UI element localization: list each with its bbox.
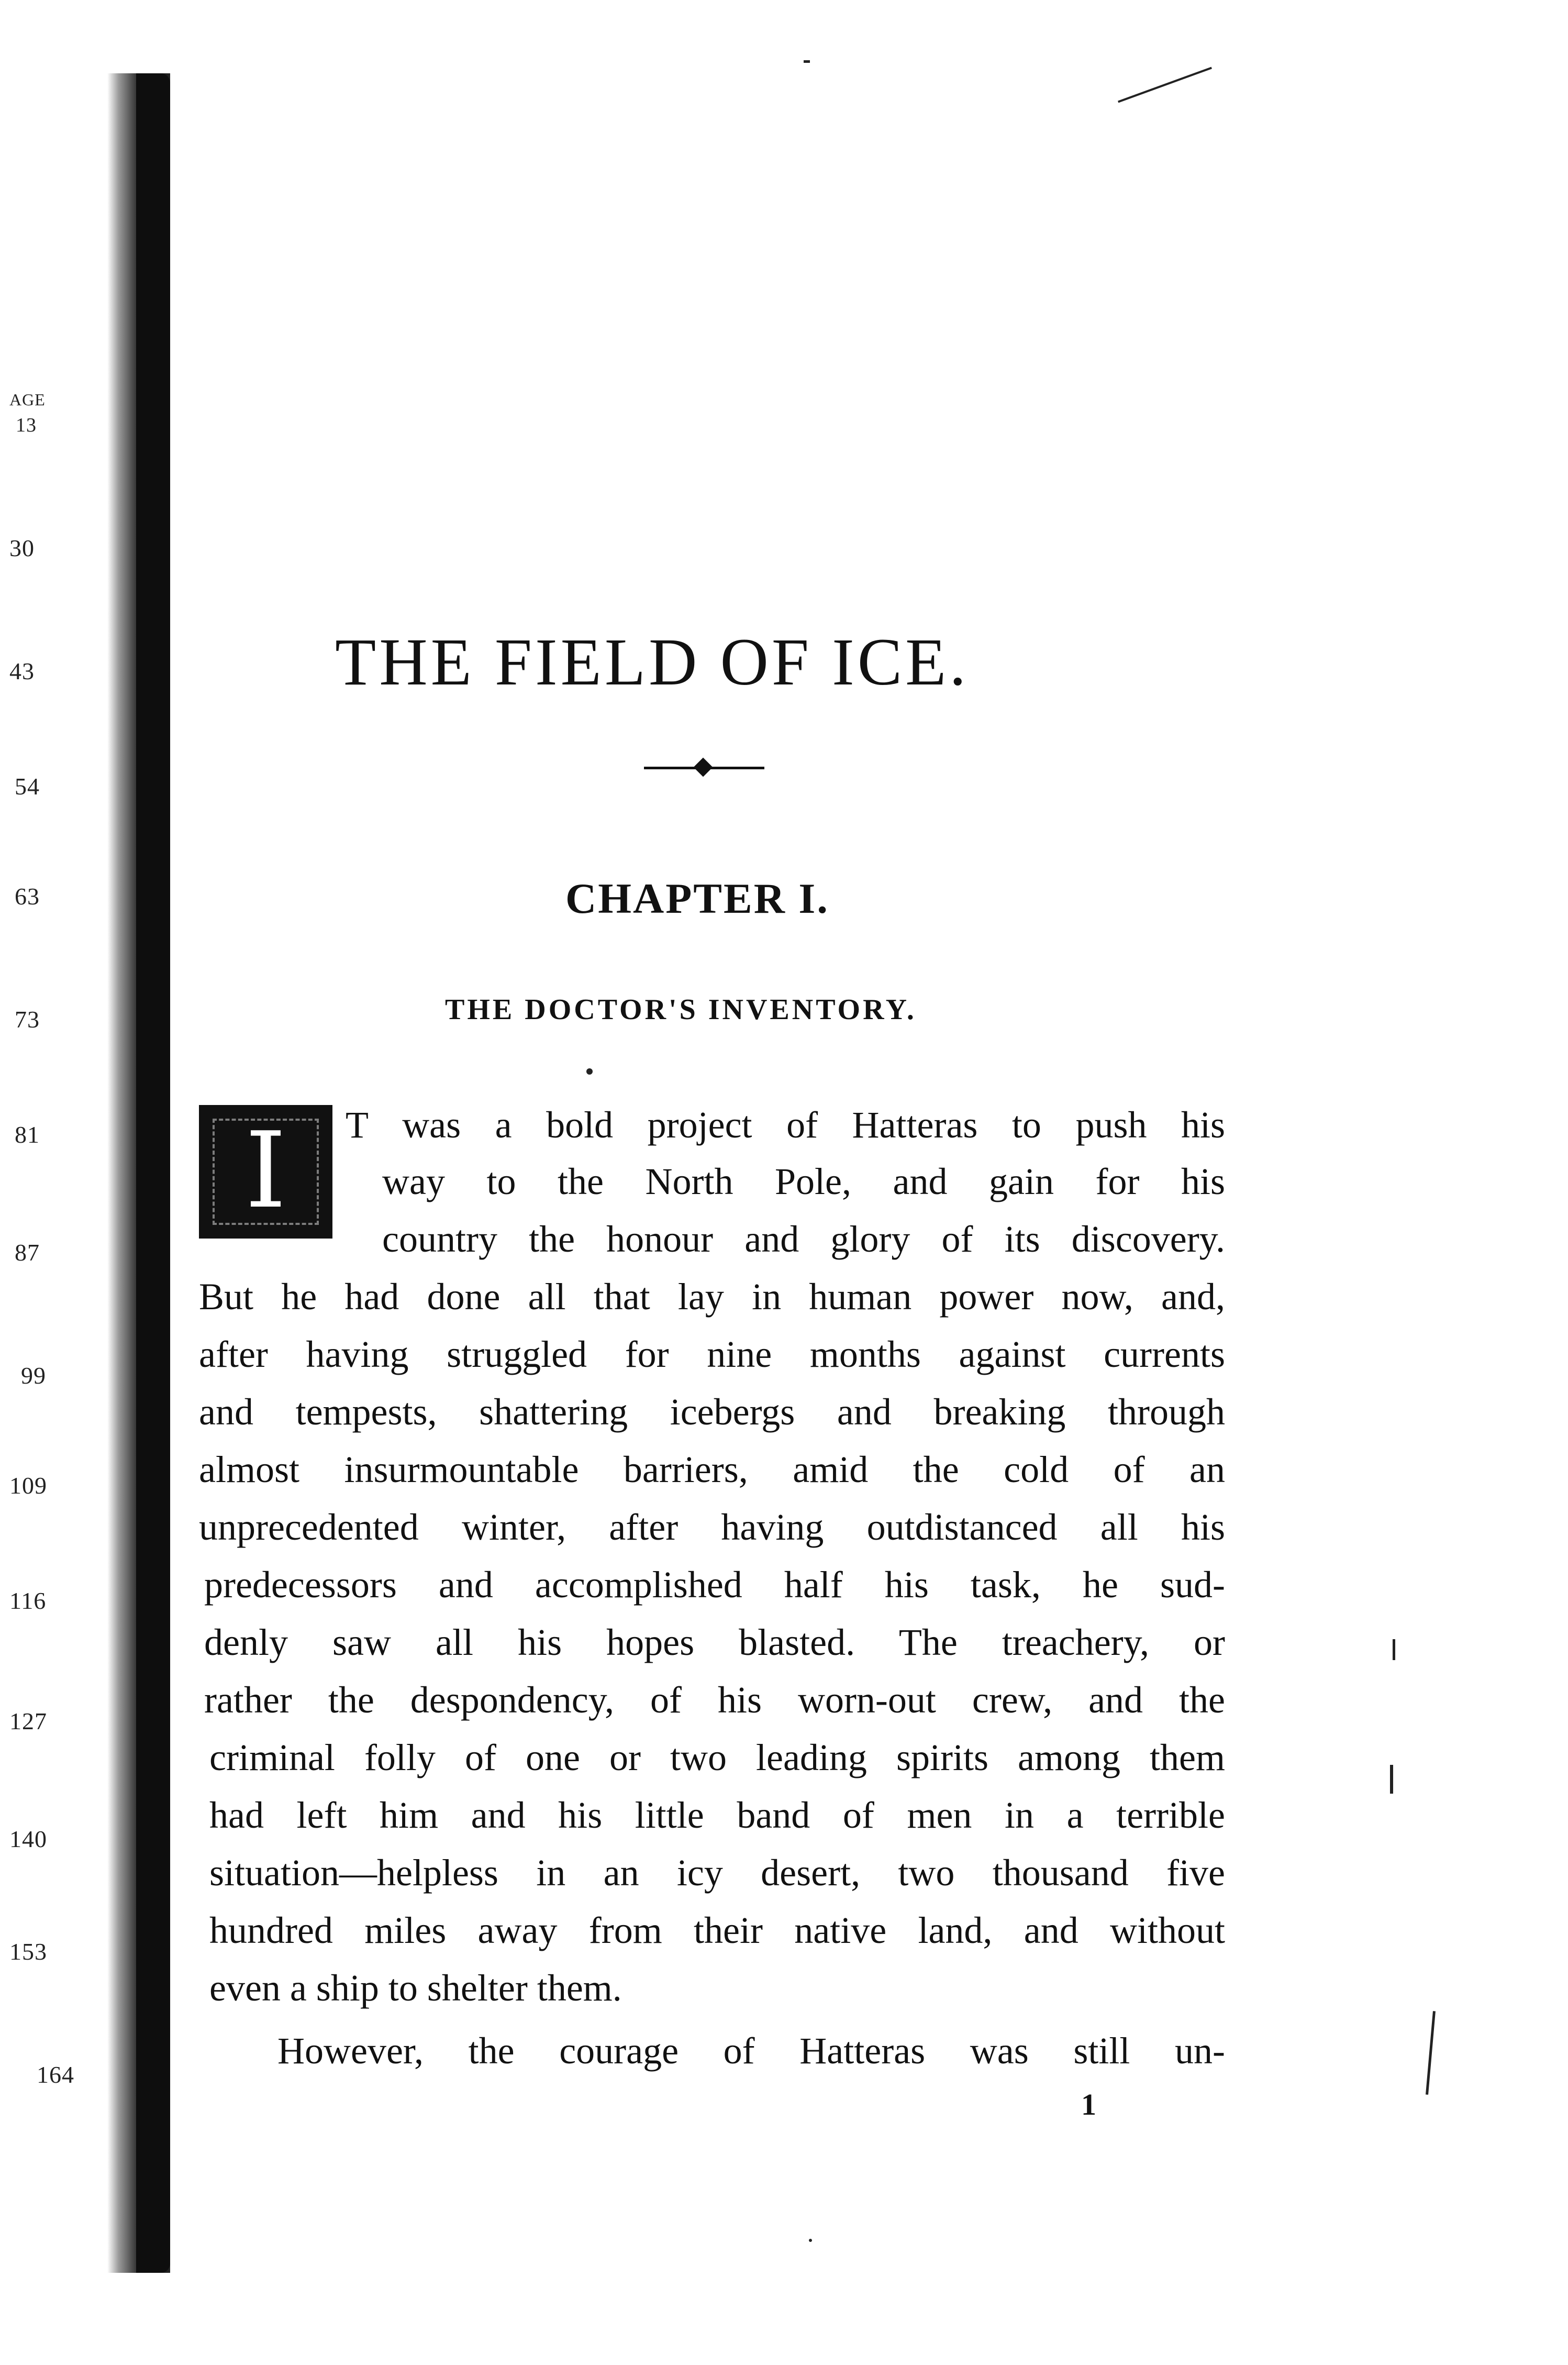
- margin-number: 116: [9, 1587, 47, 1614]
- margin-number: 140: [9, 1826, 47, 1852]
- margin-number: 13: [16, 414, 37, 436]
- text-line: country the honour and glory of its discovery.: [382, 1218, 1225, 1260]
- text-line: predecessors and accomplished half his task, he sud-: [204, 1564, 1225, 1606]
- margin-number: 153: [9, 1938, 47, 1965]
- text-line: rather the despondency, of his worn-out crew, and the: [204, 1679, 1225, 1721]
- text-line: However, the courage of Hatteras was still un-: [277, 2030, 1225, 2072]
- page-number: 1: [1081, 2087, 1096, 2121]
- margin-number: 164: [37, 2061, 74, 2088]
- margin-number: 54: [15, 773, 40, 800]
- margin-number: 30: [9, 535, 35, 561]
- scan-speck: [1390, 1765, 1393, 1794]
- text-line: denly saw all his hopes blasted. The treachery, or: [204, 1621, 1225, 1663]
- scan-speck: [586, 1068, 593, 1075]
- scan-speck: [1393, 1639, 1395, 1660]
- scan-speck: [1426, 2011, 1436, 2095]
- text-line: criminal folly of one or two leading spirits among them: [209, 1737, 1225, 1778]
- margin-number: AGE: [9, 390, 46, 409]
- text-line: hundred miles away from their native land, and without: [209, 1909, 1225, 1951]
- scan-speck: [804, 60, 810, 63]
- text-line: T was a bold project of Hatteras to push his: [346, 1104, 1225, 1146]
- drop-cap: [199, 1105, 332, 1239]
- margin-number: 87: [15, 1239, 40, 1266]
- scan-speck: [1118, 67, 1212, 103]
- divider-diamond-icon: [694, 758, 713, 777]
- text-line: even a ship to shelter them.: [209, 1967, 622, 2009]
- text-line: situation—helpless in an icy desert, two thousand five: [209, 1852, 1225, 1894]
- margin-number: 63: [15, 883, 40, 910]
- chapter-subtitle: THE DOCTOR'S INVENTORY.: [445, 993, 917, 1026]
- scan-speck: [809, 2239, 812, 2242]
- margin-number: 109: [9, 1472, 47, 1499]
- text-line: unprecedented winter, after having outdistanced all his: [199, 1506, 1225, 1548]
- text-line: after having struggled for nine months against currents: [199, 1333, 1225, 1375]
- text-line: and tempests, shattering icebergs and breaking through: [199, 1391, 1225, 1433]
- margin-number: 127: [9, 1708, 47, 1734]
- book-title: THE FIELD OF ICE.: [335, 625, 970, 699]
- ornamental-divider: [644, 766, 764, 769]
- margin-number: 81: [15, 1121, 40, 1148]
- binding-edge: [136, 73, 170, 2273]
- margin-number: 43: [9, 658, 35, 684]
- text-line: But he had done all that lay in human power now, and,: [199, 1276, 1225, 1318]
- drop-cap-ornament-icon: [213, 1119, 319, 1225]
- text-line: way to the North Pole, and gain for his: [382, 1161, 1225, 1202]
- margin-number: 73: [15, 1006, 40, 1033]
- text-line: almost insurmountable barriers, amid the cold of an: [199, 1449, 1225, 1490]
- margin-number: 99: [21, 1362, 46, 1389]
- text-line: had left him and his little band of men in a terrible: [209, 1794, 1225, 1836]
- chapter-heading: CHAPTER I.: [565, 875, 829, 922]
- drop-cap-letter: I: [244, 1110, 286, 1232]
